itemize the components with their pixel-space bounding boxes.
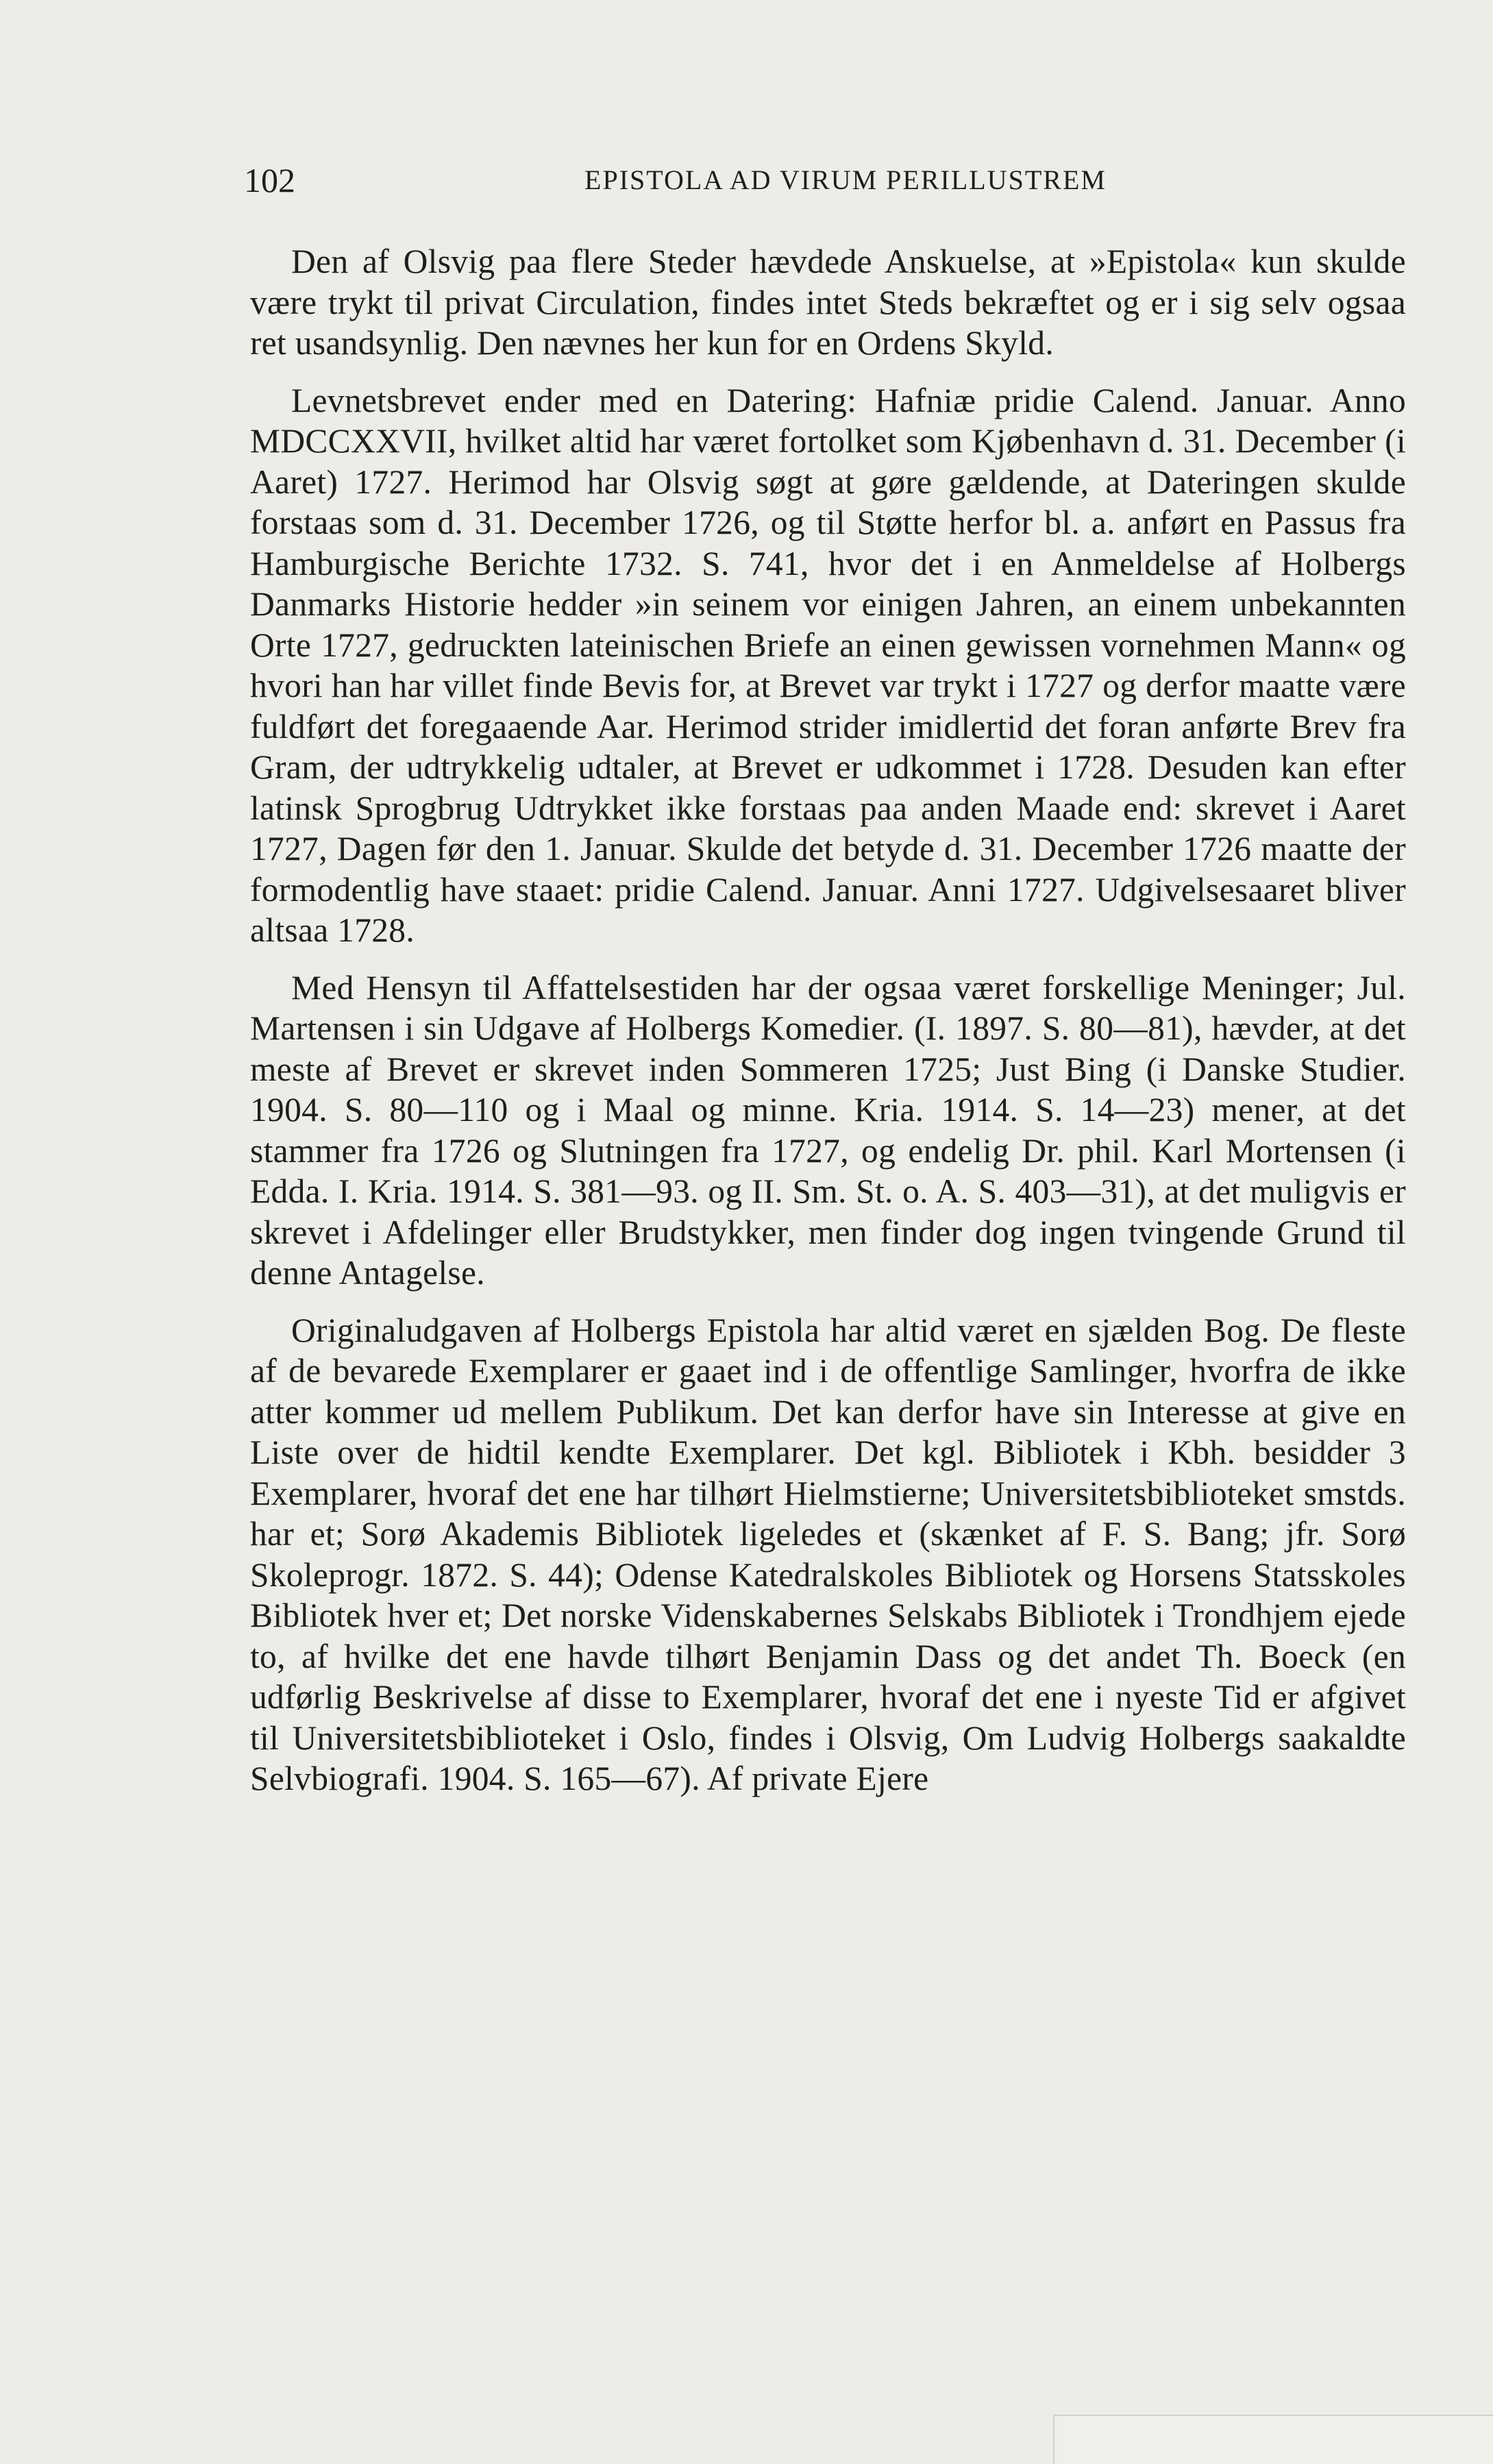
body-text [250, 241, 1406, 1816]
page-number: 102 [244, 161, 295, 199]
paragraph-3: Med Hensyn til Affattelsestiden har der ogsaa været forskellige Meninger; Jul. Martensen i sin Udgave af Holbergs Komedier. (I. 1897. S. 80—81), hævder, at det meste af Brevet er skrevet inden Sommeren 1725; Just Bing (i Danske Studier. 1904. S. 80—110 og i Maal og minne. Kria. 1914. S. 14—23) mener, at det stammer fra 1726 og Slutningen fra 1727, og endelig Dr. phil. Karl Mortensen (i Edda. I. Kria. 1914. S. 381—93. og II. Sm. St. o. A. S. 403—31), at det muligvis er skrevet i Afdelinger eller Brudstykker, men finder dog ingen tvingende Grund til denne Antagelse. [250, 968, 1406, 1292]
paragraph-2: Levnetsbrevet ender med en Datering: Hafniæ pridie Calend. Januar. Anno MDCCXXVII, hvilket altid har været fortolket som Kjøbenhavn d. 31. December (i Aaret) 1727. Herimod har Olsvig søgt at gøre gældende, at Dateringen skulde forstaas som d. 31. December 1726, og til Støtte herfor bl. a. anført en Passus fra Hamburgische Berichte 1732. S. 741, hvor det i en Anmeldelse af Holbergs Danmarks Historie hedder »in seinem vor einigen Jahren, an einem unbekannten Orte 1727, gedruckten lateinischen Briefe an einen gewissen vornehmen Mann« og hvori han har villet finde Bevis for, at Brevet var trykt i 1727 og derfor maatte være fuldført det foregaaende Aar. Herimod strider imidlertid det foran anførte Brev fra Gram, der udtrykkelig udtaler, at Brevet er udkommet i 1728. Desuden kan efter latinsk Sprogbrug Udtrykket ikke forstaas paa anden Maade end: skrevet i Aaret 1727, Dagen før den 1. Januar. Skulde det betyde d. 31. December 1726 maatte der formodentlig have staaet: pridie Calend. Januar. Anni 1727. Udgivelsesaaret bliver altsaa 1728. [250, 381, 1406, 949]
page-header [244, 156, 1406, 204]
paragraph-1: Den af Olsvig paa flere Steder hævdede Anskuelse, at »Epistola« kun skulde være trykt til privat Circulation, findes intet Steds bekræftet og er i sig selv ogsaa ret usandsynlig. Den nævnes her kun for en Ordens Skyld. [250, 243, 1406, 362]
paragraph-4: Originaludgaven af Holbergs Epistola har altid været en sjælden Bog. De fleste af de bevarede Exemplarer er gaaet ind i de offentlige Samlinger, hvorfra de ikke atter kommer ud mellem Publikum. Det kan derfor have sin Interesse at give en Liste over de hidtil kendte Exemplarer. Det kgl. Bibliotek i Kbh. besidder 3 Exemplarer, hvoraf det ene har tilhørt Hielmstierne; Universitetsbiblioteket smstds. har et; Sorø Akademis Bibliotek ligeledes et (skænket af F. S. Bang; jfr. Sorø Skoleprogr. 1872. S. 44); Odense Katedralskoles Bibliotek og Horsens Statsskoles Bibliotek hver et; Det norske Videnskabernes Selskabs Bibliotek i Trondhjem ejede to, af hvilke det ene havde tilhørt Benjamin Dass og det andet Th. Boeck (en udførlig Beskrivelse af disse to Exemplarer, hvoraf det ene i nyeste Tid er afgivet til Universitetsbiblioteket i Oslo, findes i Olsvig, Om Ludvig Holbergs saakaldte Selvbiografi. 1904. S. 165—67). Af private Ejere [250, 1311, 1406, 1797]
scan-edge [1053, 2415, 1493, 2464]
running-title: EPISTOLA AD VIRUM PERILLUSTREM [584, 164, 1107, 195]
